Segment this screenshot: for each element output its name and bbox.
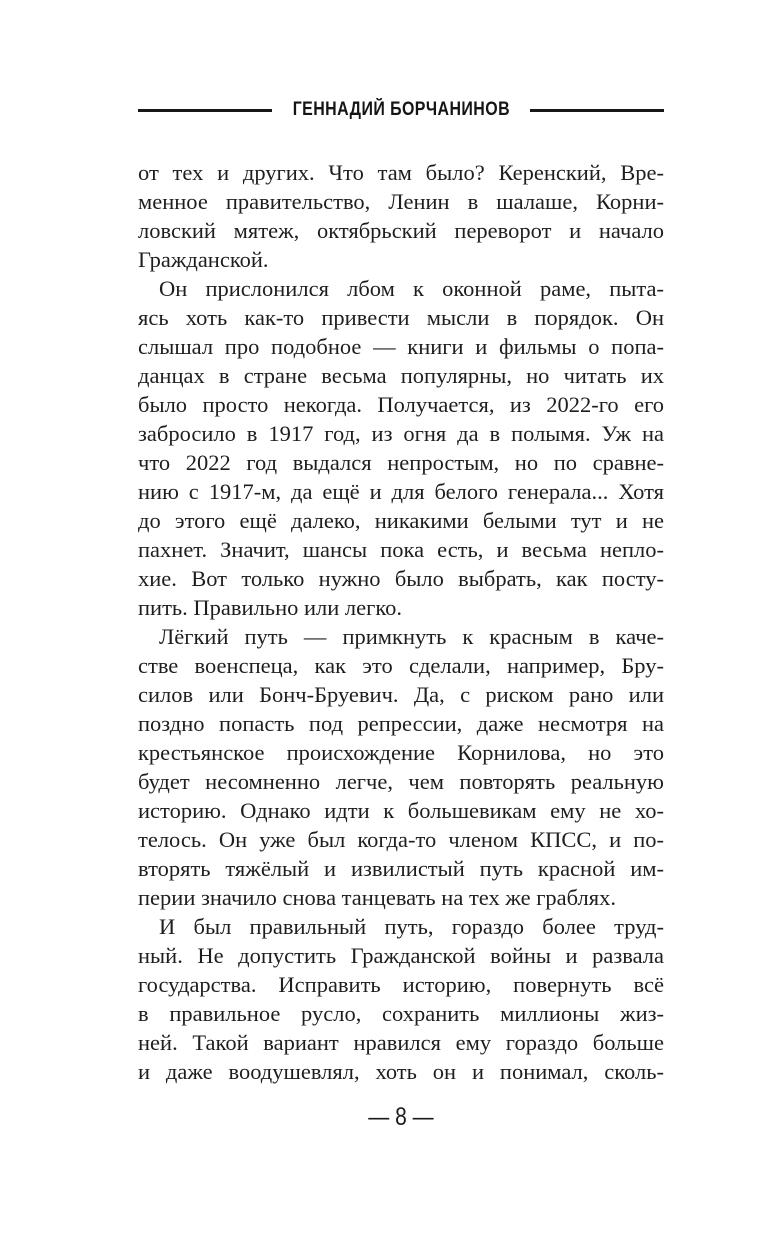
page-footer — [138, 1103, 664, 1132]
text-line: вторять тяжёлый и извилистый путь красной им- — [138, 856, 664, 881]
text-line: пахнет. Значит, шансы пока есть, и весьма непло- — [138, 537, 664, 562]
folio — [368, 1103, 433, 1132]
text-line: крестьянское происхождение Корнилова, но это — [138, 740, 664, 765]
paragraph — [138, 912, 664, 1086]
paragraph — [138, 622, 664, 912]
text-line: хие. Вот только нужно было выбрать, как посту- — [138, 566, 664, 591]
text-line: ней. Такой вариант нравился ему гораздо больше — [138, 1030, 664, 1055]
text-line: забросило в 1917 год, из огня да в полымя. Уж на — [138, 421, 664, 446]
book-text — [138, 158, 664, 1086]
text-line: ясь хоть как-то привести мысли в порядок. Он — [138, 305, 664, 330]
text-line: поздно попасть под репрессии, даже несмотря на — [138, 711, 664, 736]
text-line: менное правительство, Ленин в шалаше, Корни- — [138, 189, 664, 214]
header-rule-right — [530, 109, 664, 112]
footer-dash-left-icon: — — [368, 1103, 390, 1131]
text-line: пить. Правильно или легко. — [138, 595, 403, 620]
text-line: было просто некогда. Получается, из 2022-го его — [138, 392, 664, 417]
text-line: данцах в стране весьма популярны, но читать их — [138, 363, 664, 388]
text-line: нию с 1917-м, да ещё и для белого генерала... Хотя — [138, 479, 664, 504]
text-line: в правильное русло, сохранить миллионы жиз- — [138, 1001, 664, 1026]
text-line: историю. Однако идти к большевикам ему не хо- — [138, 798, 664, 823]
text-line: до этого ещё далеко, никакими белыми тут и не — [138, 508, 664, 533]
text-line: Лёгкий путь — примкнуть к красным в каче- — [159, 624, 664, 649]
text-line: государства. Исправить историю, повернуть всё — [138, 972, 664, 997]
text-line: стве военспеца, как это сделали, например, Бру- — [138, 653, 664, 678]
text-line: телось. Он уже был когда-то членом КПСС, и по- — [138, 827, 664, 852]
header-rule-left — [138, 109, 272, 112]
text-line: и даже воодушевлял, хоть он и понимал, сколь- — [138, 1059, 664, 1084]
text-line: перии значило снова танцевать на тех же граблях. — [138, 885, 617, 910]
author-name: ГЕННАДИЙ БОРЧАНИНОВ — [292, 99, 510, 120]
text-line: И был правильный путь, гораздо более труд- — [159, 914, 664, 939]
paragraph — [138, 158, 664, 274]
page-number: 8 — [395, 1103, 407, 1131]
text-line: силов или Бонч-Бруевич. Да, с риском рано или — [138, 682, 664, 707]
text-line: Гражданской. — [138, 247, 269, 272]
text-line: что 2022 год выдался непростым, но по сравне- — [138, 450, 664, 475]
footer-dash-right-icon: — — [412, 1103, 434, 1131]
text-line: слышал про подобное — книги и фильмы о попа- — [138, 334, 664, 359]
text-line: ловский мятеж, октябрьский переворот и начало — [138, 218, 664, 243]
text-line: Он прислонился лбом к оконной раме, пыта- — [159, 276, 664, 301]
running-header — [138, 99, 664, 121]
text-line: от тех и других. Что там было? Керенский, Вре- — [138, 160, 664, 185]
text-line: ный. Не допустить Гражданской войны и развала — [138, 943, 664, 968]
text-line: будет несомненно легче, чем повторять реальную — [138, 769, 664, 794]
paragraph — [138, 274, 664, 622]
